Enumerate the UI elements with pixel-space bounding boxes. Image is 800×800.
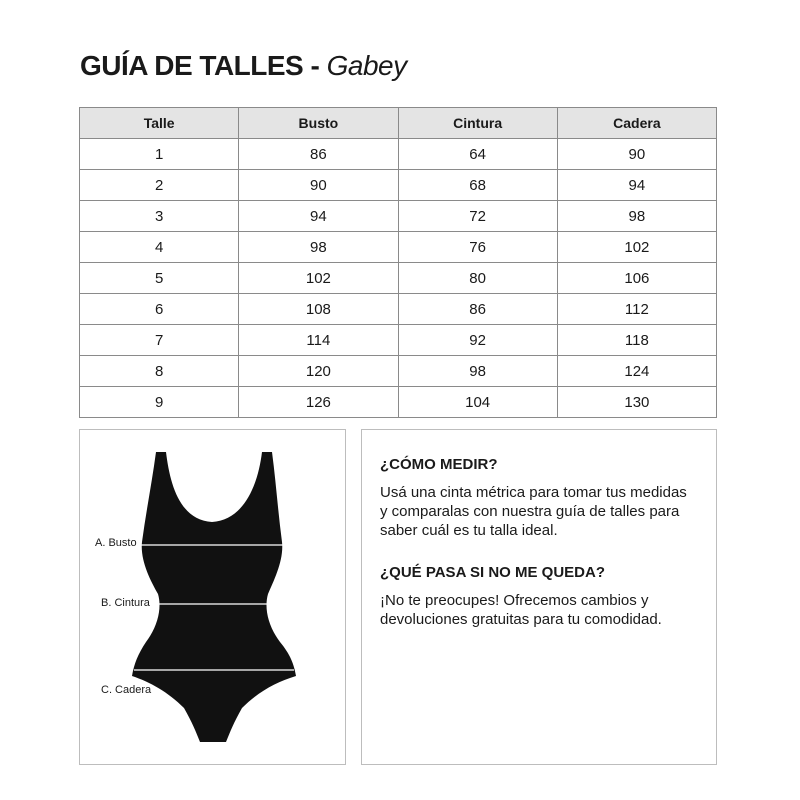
table-cell: 86	[398, 294, 557, 325]
measurement-diagram-panel	[79, 429, 346, 765]
table-cell: 114	[239, 325, 398, 356]
table-cell: 104	[398, 387, 557, 418]
table-row	[80, 201, 717, 232]
table-cell: 118	[557, 325, 716, 356]
column-header-cadera: Cadera	[557, 108, 716, 139]
table-row	[80, 325, 717, 356]
table-row	[80, 387, 717, 418]
measure-text: Usá una cinta métrica para tomar tus medidas y comparalas con nuestra guía de talles para saber cuál es tu talla ideal.	[380, 484, 687, 539]
column-header-talle: Talle	[80, 108, 239, 139]
table-cell: 92	[398, 325, 557, 356]
returns-heading: ¿QUÉ PASA SI NO ME QUEDA?	[380, 564, 606, 581]
table-cell: 126	[239, 387, 398, 418]
table-row	[80, 356, 717, 387]
title-text: GUÍA DE TALLES -	[80, 50, 320, 81]
table-cell: 76	[398, 232, 557, 263]
table-cell: 86	[239, 139, 398, 170]
table-cell: 90	[557, 139, 716, 170]
table-cell: 90	[239, 170, 398, 201]
table-cell: 3	[80, 201, 239, 232]
page-title	[80, 48, 407, 84]
measure-heading: ¿CÓMO MEDIR?	[380, 456, 498, 473]
label-busto: A. Busto	[95, 537, 137, 549]
table-row	[80, 139, 717, 170]
table-cell: 80	[398, 263, 557, 294]
table-cell: 102	[239, 263, 398, 294]
table-row	[80, 170, 717, 201]
table-cell: 5	[80, 263, 239, 294]
table-cell: 94	[557, 170, 716, 201]
table-cell: 98	[398, 356, 557, 387]
table-cell: 124	[557, 356, 716, 387]
table-cell: 120	[239, 356, 398, 387]
label-cadera: C. Cadera	[101, 684, 152, 696]
table-cell: 6	[80, 294, 239, 325]
table-cell: 102	[557, 232, 716, 263]
label-cintura: B. Cintura	[101, 597, 150, 609]
table-header-row	[80, 108, 717, 139]
table-cell: 8	[80, 356, 239, 387]
table-cell: 98	[239, 232, 398, 263]
table-cell: 4	[80, 232, 239, 263]
table-cell: 98	[557, 201, 716, 232]
table-cell: 112	[557, 294, 716, 325]
table-cell: 68	[398, 170, 557, 201]
table-cell: 64	[398, 139, 557, 170]
column-header-busto: Busto	[239, 108, 398, 139]
returns-text: ¡No te preocupes! Ofrecemos cambios y devoluciones gratuitas para tu comodidad.	[380, 592, 662, 628]
instructions-panel	[361, 429, 717, 765]
table-cell: 94	[239, 201, 398, 232]
table-cell: 130	[557, 387, 716, 418]
column-header-cintura: Cintura	[398, 108, 557, 139]
table-cell: 9	[80, 387, 239, 418]
size-table	[79, 107, 717, 418]
brand-name: Gabey	[326, 50, 407, 81]
table-cell: 106	[557, 263, 716, 294]
table-row	[80, 294, 717, 325]
bodysuit-silhouette	[132, 452, 296, 742]
table-cell: 72	[398, 201, 557, 232]
table-row	[80, 232, 717, 263]
table-cell: 1	[80, 139, 239, 170]
table-cell: 108	[239, 294, 398, 325]
table-cell: 2	[80, 170, 239, 201]
table-row	[80, 263, 717, 294]
table-cell: 7	[80, 325, 239, 356]
